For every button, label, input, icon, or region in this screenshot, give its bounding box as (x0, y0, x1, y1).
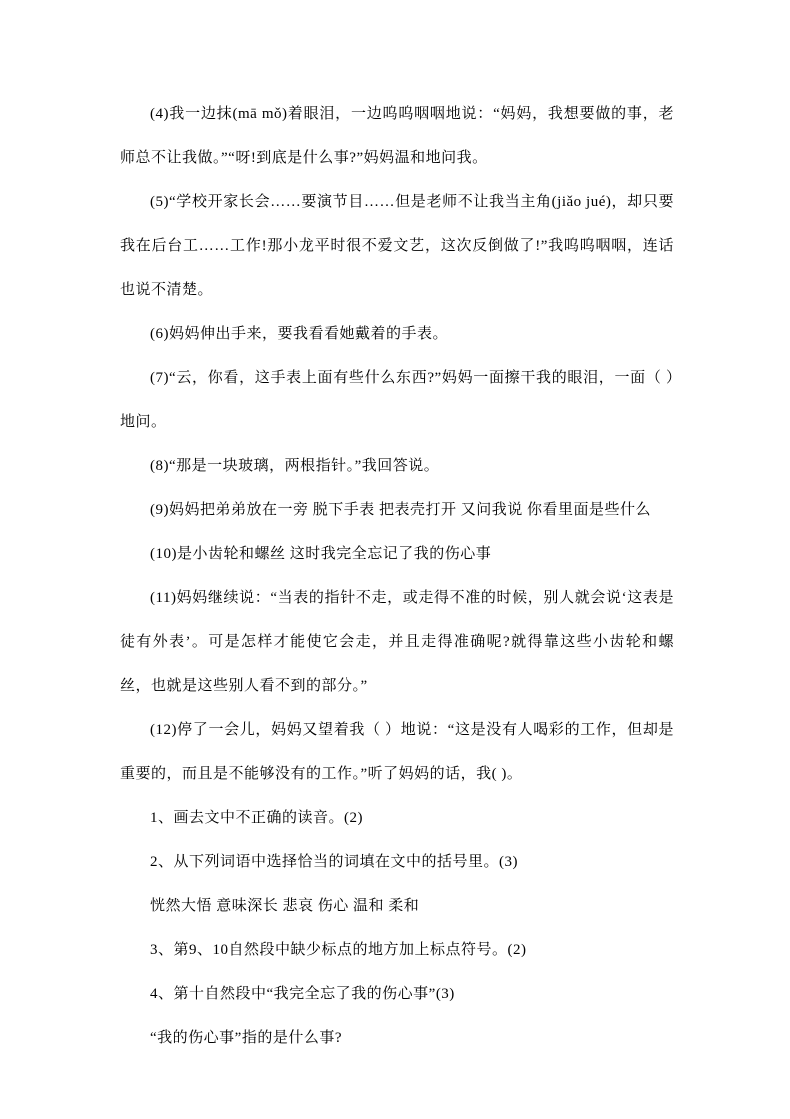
word-bank: 恍然大悟 意味深长 悲哀 伤心 温和 柔和 (150, 898, 420, 914)
question-1: 1、画去文中不正确的读音。(2) (150, 810, 363, 826)
passage-paragraph-8: (8)“那是一块玻璃，两根指针。”我回答说。 (150, 458, 440, 474)
passage-paragraph-4: (4)我一边抹(mā mǒ)着眼泪，一边呜呜咽咽地说：“妈妈，我想要做的事，老师总不让我做。”“呀!到底是什么事?”妈妈温和地问我。 (120, 106, 674, 166)
question-4-continued: “我的伤心事”指的是什么事? (150, 1030, 342, 1046)
passage-paragraph-11: (11)妈妈继续说：“当表的指针不走，或走得不准的时候，别人就会说‘这表是徒有外表’。可是怎样才能使它会走，并且走得准确呢?就得靠这些小齿轮和螺丝，也就是这些别人看不到的部分。” (120, 590, 674, 694)
passage-paragraph-9: (9)妈妈把弟弟放在一旁 脱下手表 把表壳打开 又问我说 你看里面是些什么 (150, 502, 651, 518)
passage-paragraph-7: (7)“云，你看，这手表上面有些什么东西?”妈妈一面擦干我的眼泪，一面（ ）地问。 (120, 370, 674, 430)
question-2: 2、从下列词语中选择恰当的词填在文中的括号里。(3) (150, 854, 518, 870)
question-4: 4、第十自然段中“我完全忘了我的伤心事”(3) (150, 986, 455, 1002)
passage-paragraph-6: (6)妈妈伸出手来，要我看看她戴着的手表。 (150, 326, 448, 342)
passage-paragraph-10: (10)是小齿轮和螺丝 这时我完全忘记了我的伤心事 (150, 546, 492, 562)
question-3: 3、第9、10自然段中缺少标点的地方加上标点符号。(2) (150, 942, 527, 958)
passage-paragraph-12: (12)停了一会儿，妈妈又望着我（ ）地说：“这是没有人喝彩的工作，但却是重要的，而且是不能够没有的工作。”听了妈妈的话，我( )。 (120, 722, 674, 782)
passage-paragraph-5: (5)“学校开家长会……要演节目……但是老师不让我当主角(jiǎo jué)，却只要我在后台工……工作!那小龙平时很不爱文艺，这次反倒做了!”我呜呜咽咽，连话也说不清楚。 (120, 194, 674, 298)
